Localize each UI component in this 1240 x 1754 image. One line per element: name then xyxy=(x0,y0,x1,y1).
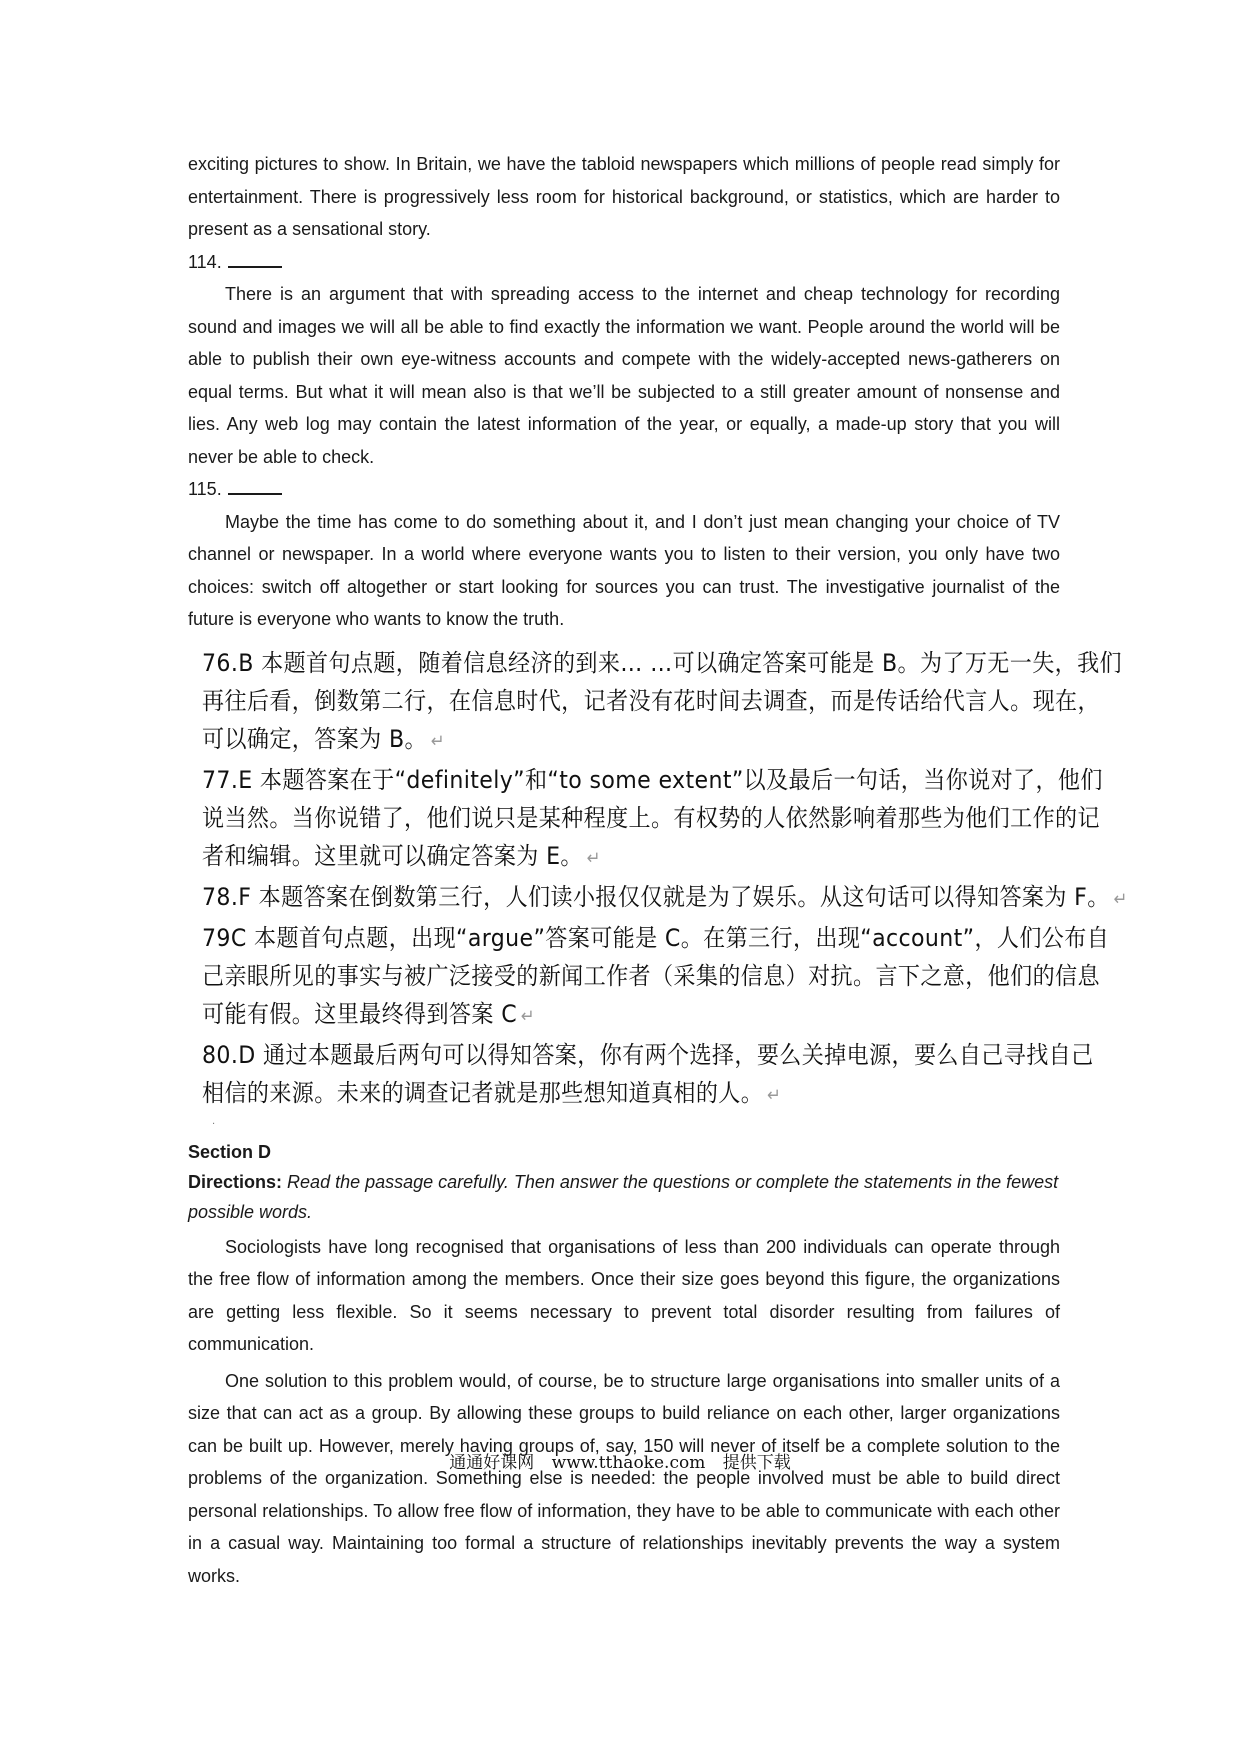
passage-paragraph-1: exciting pictures to show. In Britain, we have the tabloid newspapers which millions of people read simply for entertainment. There is progressively less room for historical background, or statistics, which are harder to present as a sensational story. xyxy=(188,154,1060,239)
question-number: 114. xyxy=(188,251,222,272)
return-mark: ↵ xyxy=(586,847,601,869)
answer-line: 78.F 本题答案在倒数第三行，人们读小报仅仅就是为了娱乐。从这句话可以得知答案为 F。 ↵ xyxy=(202,882,1128,911)
answer-line: 可能有假。这里最终得到答案 C ↵ xyxy=(202,999,535,1028)
answer-line: 76.B 本题首句点题，随着信息经济的到来… …可以确定答案可能是 B。为了万无一失，我们 xyxy=(202,648,1122,677)
answer-explanations xyxy=(202,644,1170,1115)
passage-paragraph-3: Maybe the time has come to do something about it, and I don’t just mean changing your choice of TV channel or newspaper. In a world where everyone wants you to listen to their version, you only have two choices: switch off altogether or start looking for sources you can trust. The investigative journalist of the future is everyone who wants to know the truth. xyxy=(188,511,1060,629)
footer-suffix: 提供下载 xyxy=(722,1453,791,1473)
answer-line: 79C 本题首句点题，出现“argue”答案可能是 C。在第三行，出现“account”，人们公布自 xyxy=(202,923,1110,952)
page-footer xyxy=(0,1448,1240,1473)
footer-url: www.tthaoke.com xyxy=(551,1453,706,1473)
answer-line: 可以确定，答案为 B。 ↵ xyxy=(202,724,445,753)
answer-line: 己亲眼所见的事实与被广泛接受的新闻工作者（采集的信息）对抗。言下之意，他们的信息 xyxy=(202,961,1100,990)
section-d-paragraph-2: One solution to this problem would, of course, be to structure large organisations into smaller units of a size that can act as a group. By allowing these groups to build reliance on each other, larger organizations can be built up. However, merely having groups of, say, 150 will never of itself be a complete solution to the problems of the organization. Something else is needed: the people involved must be able to build direct personal relationships. To allow free flow of information, they have to be able to communicate with each other in a casual way. Maintaining too formal a structure of relationships inevitably prevents the way a system works. xyxy=(188,1370,1060,1586)
return-mark: ↵ xyxy=(766,1084,782,1106)
question-114 xyxy=(188,246,1060,279)
answer-line: 相信的来源。未来的调查记者就是那些想知道真相的人。 ↵ xyxy=(202,1078,782,1107)
answer-line: 80.D 通过本题最后两句可以得知答案，你有两个选择，要么关掉电源，要么自己寻找自己 xyxy=(202,1040,1094,1069)
return-mark: ↵ xyxy=(430,730,445,752)
stray-dot: · xyxy=(212,1118,216,1130)
answer-line: 77.E 本题答案在于“definitely”和“to some extent”以及最后一句话，当你说对了，他们 xyxy=(202,765,1103,794)
return-mark: ↵ xyxy=(520,1005,535,1027)
answer-line: 再往后看，倒数第二行，在信息时代，记者没有花时间去调查，而是传话给代言人。现在， xyxy=(202,686,1100,715)
return-mark: ↵ xyxy=(1113,888,1128,910)
answer-blank xyxy=(228,252,282,268)
footer-brand: 通通好课网 xyxy=(449,1453,535,1473)
directions xyxy=(188,1167,1060,1227)
answer-line: 说当然。当你说错了，他们说只是某种程度上。有权势的人依然影响着那些为他们工作的记 xyxy=(202,803,1100,832)
answer-line: 者和编辑。这里就可以确定答案为 E。 ↵ xyxy=(202,841,601,870)
question-115 xyxy=(188,473,1060,506)
directions-label: Directions: xyxy=(188,1171,283,1192)
question-number: 115. xyxy=(188,479,222,499)
section-d-paragraph-1: Sociologists have long recognised that organisations of less than 200 individuals can operate through the free flow of information among the members. Once their size goes beyond this figure, the organizations are getting less flexible. So it seems necessary to prevent total disorder resulting from failures of communication. xyxy=(188,1236,1060,1354)
document-body xyxy=(188,148,1128,1592)
directions-text: Read the passage carefully. Then answer the questions or complete the statements in the fewest possible words. xyxy=(188,1171,1059,1222)
passage-paragraph-2: There is an argument that with spreading access to the internet and cheap technology for recording sound and images we will all be able to find exactly the information we want. People around the world will be able to publish their own eye-witness accounts and compete with the widely-accepted news-gatherers on equal terms. But what it will mean also is that we’ll be subjected to a still greater amount of nonsense and lies. Any web log may contain the latest information of the year, or equally, a made-up story that you will never be able to check. xyxy=(188,284,1060,467)
section-title: Section D xyxy=(188,1141,272,1162)
answer-blank xyxy=(228,479,282,495)
